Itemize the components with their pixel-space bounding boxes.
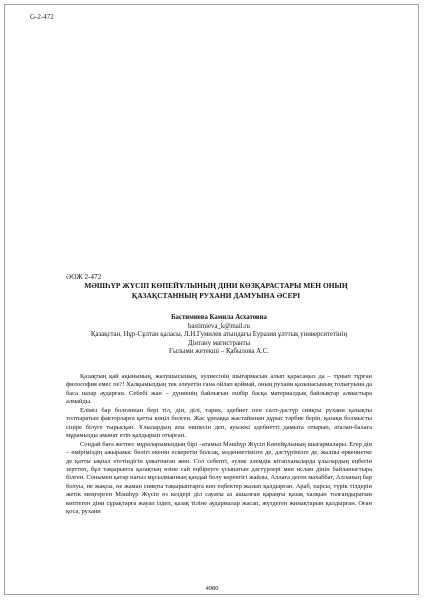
article-body — [66, 373, 372, 517]
body-paragraph: Еліміз бар болғаннан бері тіл, дін, ділі, тарих, әдебиет пен салт-дәстүр сияқты рухани қазықты толтыратын факторларға қатты көңіл бөлген. Жас ұрпаққа жастайынан дұрыс тәрбие беріп, қазақи болмысты сіңіре білуге тырысқан. Ұлылардың аты өшпесін деп, ауызекі әдебиетті дамыта отырып, аталан-балаға мұрамызды аманат етіп қалдырып отырған. — [66, 406, 372, 440]
article-title — [66, 281, 366, 301]
author-block — [66, 314, 372, 357]
author-email: bastimieva_k@mail.ru — [188, 322, 250, 330]
body-paragraph: Қазақтың қай ақынының, жазушысының, әулиесінің шығармасын алып қарасаңыз да – тұнып тұрған философия емес пе?! Халқымыздың тек әлеуетін ғана ойлап қоймай, оның рухани қазынасының толығуына да баса назар аударған. Себебі жан – дүниенің байлығын ешбір басқа материалдық байлықтар алмастыра алмайды. — [66, 373, 372, 406]
page-number: 4980 — [205, 585, 219, 592]
author-affiliation: Қазақстан, Нұр-Сұлтан қаласы, Л.Н.Гумилев атындағы Еуразия ұлттық университетінің — [90, 331, 348, 339]
title-line: МӘШҺҮР ЖҮСІП КӨПЕЙҰЛЫНЫҢ ДІНИ КӨЗҚАРАСТАРЫ МЕН ОНЫҢ — [84, 281, 348, 290]
author-name: Бастимиева Камила Асхатовна — [171, 314, 267, 321]
author-degree: Дінтану магистранты — [187, 339, 251, 347]
header-code: G-2-472 — [30, 13, 54, 21]
body-paragraph: Сондай бағa жетпес мұраларымыздың бірі –атамыз Мәшһүр Жүсіп Көпейұлының шығармалары. Егер дін – өміріміздің ажырамас бөлігі екенін ескеретін болсақ, мәдениетімізге де, дәстүрімізге де, жалпы өркениетке де қатты ықпал ететіндігін ұмытпаған жөн. Сол себепті, әулие әлемдік кітапханаларда ұлылардың еңбегін зерттеп, бұл тақырыпта қазақтың өзіне сай еңбіреуге үсынатын дәстүрлері мен ислам дінін байланыстыра білген. Сонымен қатар нағыз мұсылманның қандай болу керектігі жайлы, Аллаға деген махаббат, Алланың бар болуы, не жақсы, не жаман сияқты тақырыптарға көп еңбектер жазып қалдырған. Араб, парсы, түрік тілдерін жетік меңгерген Мәшһүр Жүсіп өз кездері діл сауаты аз ашылған қараңғы қазақ халқын толғандыратын көптеген діни сұрақтарға жауап іздеп, қазақ тіліне аудармалар жасап, жүздеген жинақтарын қалдырған. Оған қоса, рухани — [66, 440, 372, 516]
udk-code: ӘОЖ 2-472 — [66, 273, 102, 281]
title-line: ҚАЗАҚСТАННЫҢ РУХАНИ ДАМУЫНА ӘСЕРІ — [131, 291, 301, 300]
author-supervisor: Ғылыми жетекші – Қабылова А.С. — [169, 348, 269, 356]
